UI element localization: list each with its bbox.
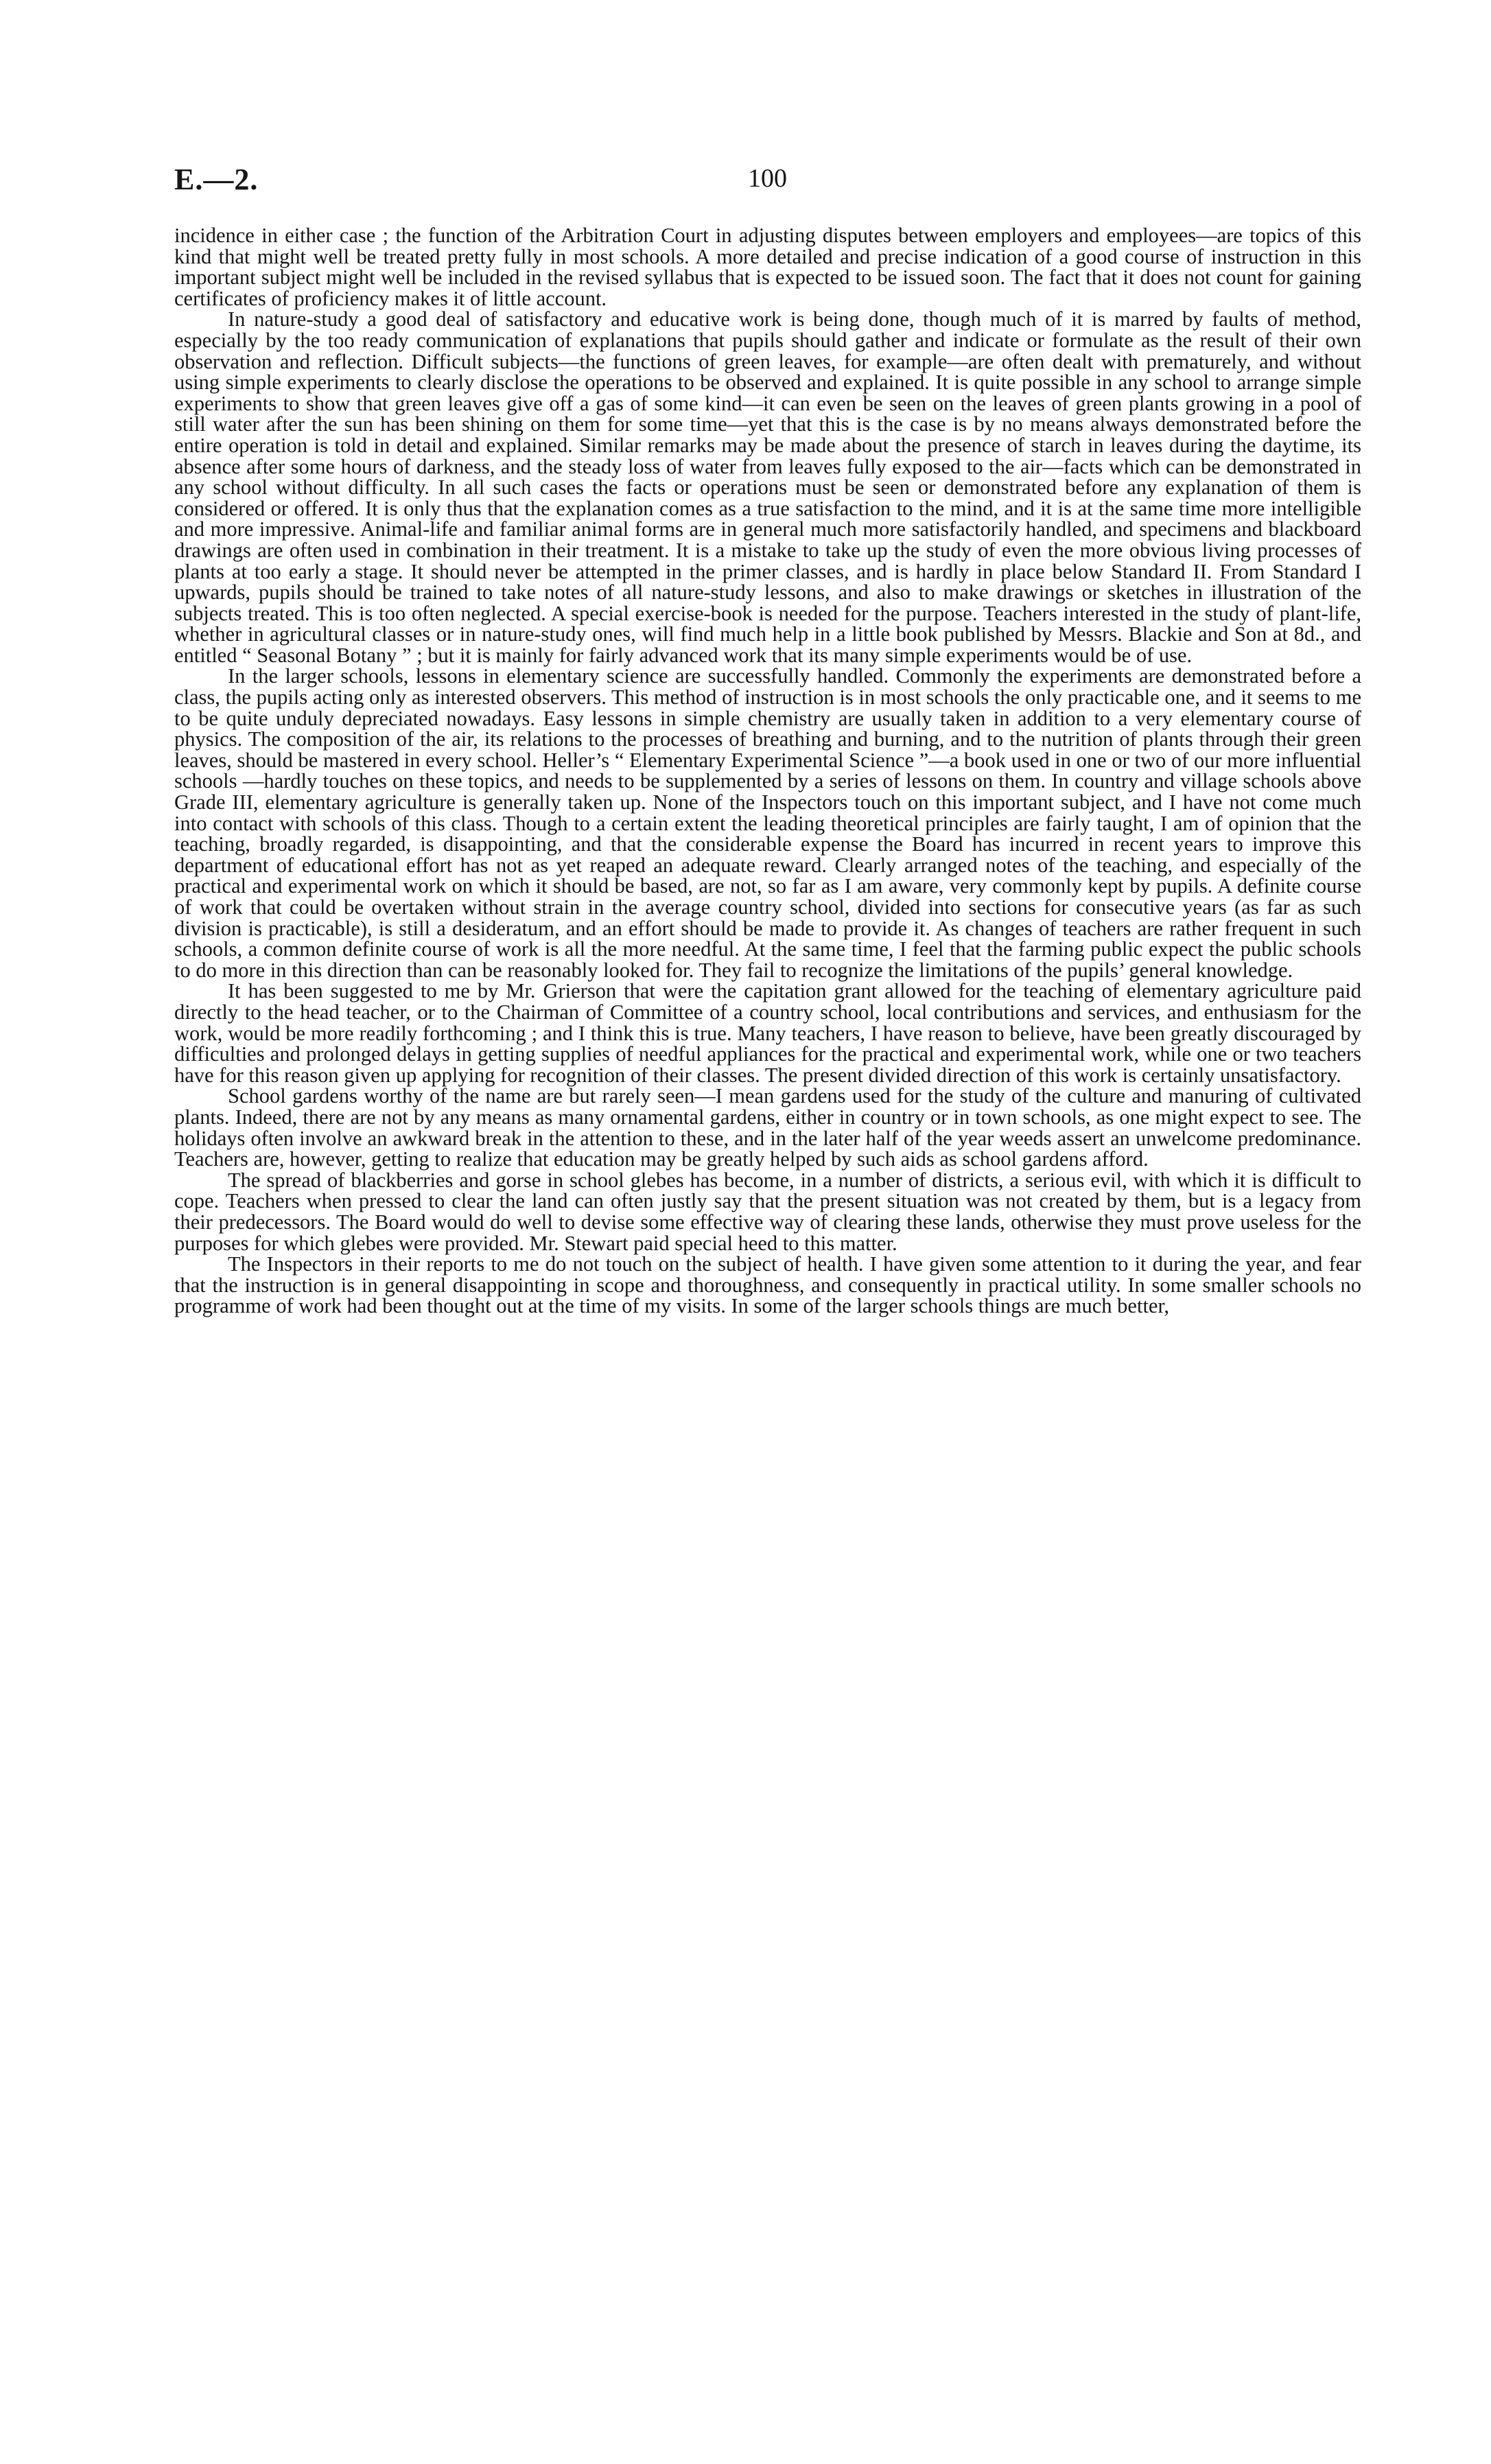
paragraph-school-glebes: The spread of blackberries and gorse in school glebes has become, in a number of districts, a serious evil, with which it is difficult to cope. Teachers when pressed to clear the land can often justly say that the present situation was not created by them, but is a legacy from their predecessors. The Board would do well to devise some effective way of clearing these lands, otherwise they must prove useless for the purposes for which glebes were provided. Mr. Stewart paid special heed to this matter. (174, 1168, 1361, 1255)
paragraph-capitation-grant: It has been suggested to me by Mr. Grierson that were the capitation grant allowed for the teaching of elementary agriculture paid directly to the head teacher, or to the Chairman of Committee of a country school, local contributions and services, and enthusiasm for the work, would be more readily forthcoming ; and I think this is true. Many teachers, I have reason to believe, have been greatly discouraged by difficulties and prolonged delays in getting supplies of needful appliances for the practical and experimental work, while one or two teachers have for this reason given up applying for recognition of their classes. The present divided direction of this work is certainly unsatisfactory. (174, 979, 1361, 1087)
page-header (174, 162, 1361, 203)
paragraph-civics-continued: incidence in either case ; the function of the Arbitration Court in adjusting disputes between employers and employees—are topics of this kind that might well be treated pretty fully in most schools. A more detailed and precise indication of a good course of instruction in this important subject might well be included in the revised syllabus that is expected to be issued soon. The fact that it does not count for gaining certificates of proficiency makes it of little account. (174, 224, 1361, 310)
body-text (174, 225, 1361, 1317)
page-number: 100 (748, 164, 787, 193)
paragraph-school-gardens: School gardens worthy of the name are but rarely seen—I mean gardens used for the study of the culture and manuring of cultivated plants. Indeed, there are not by any means as many ornamental gardens, either in country or in town schools, as one might expect to see. The holidays often involve an awkward break in the attention to these, and in the later half of the year weeds assert an unwelcome predominance. Teachers are, however, getting to realize that education may be greatly helped by such aids as school gardens afford. (174, 1084, 1361, 1171)
paragraph-elementary-science: In the larger schools, lessons in elementary science are successfully handled. Commonly the experiments are demonstrated before a class, the pupils acting only as interested observers. This method of instruction is in most schools the only practicable one, and it seems to me to be quite unduly depreciated nowadays. Easy lessons in simple chemistry are usually taken in addition to a very elementary course of physics. The composition of the air, its relations to the processes of breathing and burning, and to the nutrition of plants through their green leaves, should be mastered in every school. Heller’s “ Elementary Experimental Science ”—a book used in one or two of our more influential schools —hardly touches on these topics, and needs to be supplemented by a series of lessons on them. In country and village schools above Grade III, elementary agriculture is generally taken up. None of the Inspectors touch on this important subject, and I have not come much into contact with schools of this class. Though to a certain extent the leading theoretical principles are fairly taught, I am of opinion that the teaching, broadly regarded, is disappointing, and that the considerable expense the Board has incurred in recent years to improve this department of educational effort has not as yet reaped an adequate reward. Clearly arranged notes of the teaching, and especially of the practical and experimental work on which it should be based, are not, so far as I am aware, very commonly kept by pupils. A definite course of work that could be overtaken without strain in the average country school, divided into sections for consecutive years (as far as such division is practicable), is still a desideratum, and an effort should be made to provide it. As changes of teachers are rather frequent in such schools, a common definite course of work is all the more needful. At the same time, I feel that the farming public expect the public schools to do more in this direction than can be reasonably looked for. They fail to recognize the limitations of the pupils’ general knowledge. (174, 664, 1361, 982)
paragraph-health: The Inspectors in their reports to me do not touch on the subject of health. I have given some attention to it during the year, and fear that the instruction is in general disappointing in scope and thoroughness, and consequently in practical utility. In some smaller schools no programme of work had been thought out at the time of my visits. In some of the larger schools things are much better, (174, 1252, 1361, 1318)
paragraph-nature-study: In nature-study a good deal of satisfactory and educative work is being done, though much of it is marred by faults of method, especially by the too ready communication of explanations that pupils should gather and indicate or formulate as the result of their own observation and reflection. Difficult subjects—the functions of green leaves, for example—are often dealt with prematurely, and without using simple experiments to clearly disclose the operations to be observed and explained. It is quite possible in any school to arrange simple experiments to show that green leaves give off a gas of some kind—it can even be seen on the leaves of green plants growing in a pool of still water after the sun has been shining on them for some time—yet that this is the case is by no means always demonstrated before the entire operation is told in detail and explained. Similar remarks may be made about the presence of starch in leaves during the daytime, its absence after some hours of darkness, and the steady loss of water from leaves fully exposed to the air—facts which can be demonstrated in any school without difficulty. In all such cases the facts or operations must be seen or demonstrated before any explanation of them is considered or offered. It is only thus that the explanation comes as a true satisfaction to the mind, and it is at the same time more intelligible and more impressive. Animal-life and familiar animal forms are in general much more satisfactorily handled, and specimens and blackboard drawings are often used in combination in their treatment. It is a mistake to take up the study of even the more obvious living processes of plants at too early a stage. It should never be attempted in the primer classes, and is hardly in place below Standard II. From Standard I upwards, pupils should be trained to take notes of all nature-study lessons, and also to make drawings or sketches in illustration of the subjects treated. This is too often neglected. A special exercise-book is needed for the purpose. Teachers interested in the study of plant-life, whether in agricultural classes or in nature-study ones, will find much help in a little book published by Messrs. Blackie and Son at 8d., and entitled “ Seasonal Botany ” ; but it is mainly for fairly advanced work that its many simple experiments would be of use. (174, 307, 1361, 667)
document-reference: E.—2. (174, 163, 259, 196)
